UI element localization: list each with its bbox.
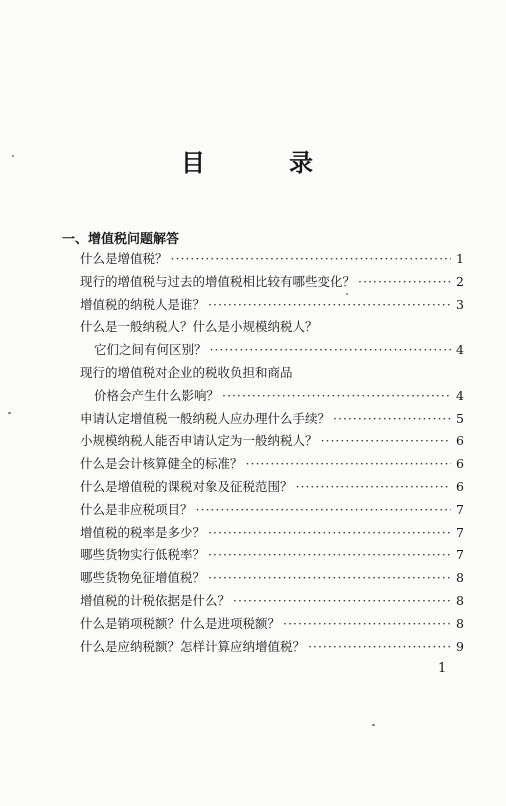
toc-entry [80, 637, 464, 660]
toc-entry [80, 386, 464, 409]
toc-entry-page: 3 [456, 296, 464, 312]
toc-entry-text: 价格会产生什么影响？ [94, 387, 220, 403]
toc-entry-page: 6 [456, 433, 464, 449]
toc-leader-dots [210, 342, 451, 357]
toc-entry-page: 5 [456, 410, 464, 426]
toc-entry [80, 431, 464, 454]
toc-leader-dots [208, 570, 451, 585]
scan-speck [346, 293, 348, 295]
toc-entry [80, 272, 464, 295]
table-of-contents [80, 249, 464, 659]
toc-entry-page: 4 [456, 342, 464, 358]
toc-leader-dots [208, 297, 451, 312]
toc-leader-dots [246, 456, 451, 471]
toc-entry-text: 哪些货物实行低税率？ [80, 547, 206, 563]
toc-entry-text: 申请认定增值税一般纳税人应办理什么手续？ [80, 410, 331, 426]
toc-entry [80, 614, 464, 637]
toc-entry-text: 增值税的纳税人是谁？ [80, 296, 206, 312]
toc-entry [80, 454, 464, 477]
toc-entry-page: 2 [456, 273, 464, 289]
toc-leader-dots [196, 502, 451, 517]
toc-entry-page: 7 [456, 524, 464, 540]
toc-entry-page: 8 [456, 615, 464, 631]
toc-entry-text: 小规模纳税人能否申请认定为一般纳税人？ [80, 433, 318, 449]
page-number: 1 [438, 661, 447, 676]
toc-entry-text: 什么是增值税？ [80, 251, 168, 266]
toc-entry [80, 568, 464, 591]
toc-entry-text: 什么是增值税的课税对象及征税范围？ [80, 478, 293, 494]
toc-entry-page: 9 [456, 638, 464, 654]
toc-entry-text: 什么是会计核算健全的标准？ [80, 456, 243, 472]
toc-entry [80, 523, 464, 546]
toc-entry [80, 340, 464, 363]
toc-entry-text: 现行的增值税与过去的增值税相比较有哪些变化？ [80, 273, 356, 289]
toc-leader-dots [296, 479, 451, 494]
toc-entry-text: 什么是销项税额？什么是进项税额？ [80, 615, 281, 631]
toc-entry-page: 6 [456, 456, 464, 472]
toc-entry-page: 8 [456, 592, 464, 608]
toc-leader-dots [333, 411, 451, 426]
scan-speck [372, 724, 375, 726]
scan-speck [8, 412, 11, 414]
toc-entry-page: 1 [456, 251, 464, 266]
toc-entry-text: 哪些货物免征增值税？ [80, 570, 206, 586]
toc-entry [80, 409, 464, 432]
toc-leader-dots [233, 593, 451, 608]
toc-entry [80, 295, 464, 318]
toc-leader-dots [308, 639, 451, 654]
toc-entry-page: 6 [456, 478, 464, 494]
toc-leader-dots [222, 388, 451, 403]
toc-entry-page: 8 [456, 570, 464, 586]
toc-leader-dots [171, 251, 451, 266]
toc-leader-dots [208, 547, 451, 562]
toc-leader-dots [208, 525, 451, 540]
toc-entry [80, 249, 464, 272]
toc-entry-page: 7 [456, 501, 464, 517]
toc-entry-page: 7 [456, 547, 464, 563]
toc-leader-dots [283, 616, 451, 631]
toc-entry [80, 545, 464, 568]
toc-entry-page: 4 [456, 387, 464, 403]
page-title: 目 录 [181, 149, 343, 177]
toc-entry-first-line: 什么是一般纳税人？什么是小规模纳税人？ [80, 319, 318, 335]
scan-speck [12, 155, 14, 157]
toc-entry-text: 什么是应纳税额？怎样计算应纳增值税？ [80, 638, 306, 654]
toc-entry [80, 477, 464, 500]
section-heading: 一、增值税问题解答 [62, 232, 180, 247]
toc-entry [80, 591, 464, 614]
toc-entry-text: 什么是非应税项目？ [80, 501, 193, 517]
toc-entry-first-line: 现行的增值税对企业的税收负担和商品 [80, 364, 293, 380]
toc-entry-text: 它们之间有何区别？ [94, 342, 207, 358]
toc-entry [80, 500, 464, 523]
toc-entry-text: 增值税的计税依据是什么？ [80, 592, 231, 608]
toc-leader-dots [358, 274, 451, 289]
toc-entry-text: 增值税的税率是多少？ [80, 524, 206, 540]
toc-leader-dots [321, 433, 451, 448]
